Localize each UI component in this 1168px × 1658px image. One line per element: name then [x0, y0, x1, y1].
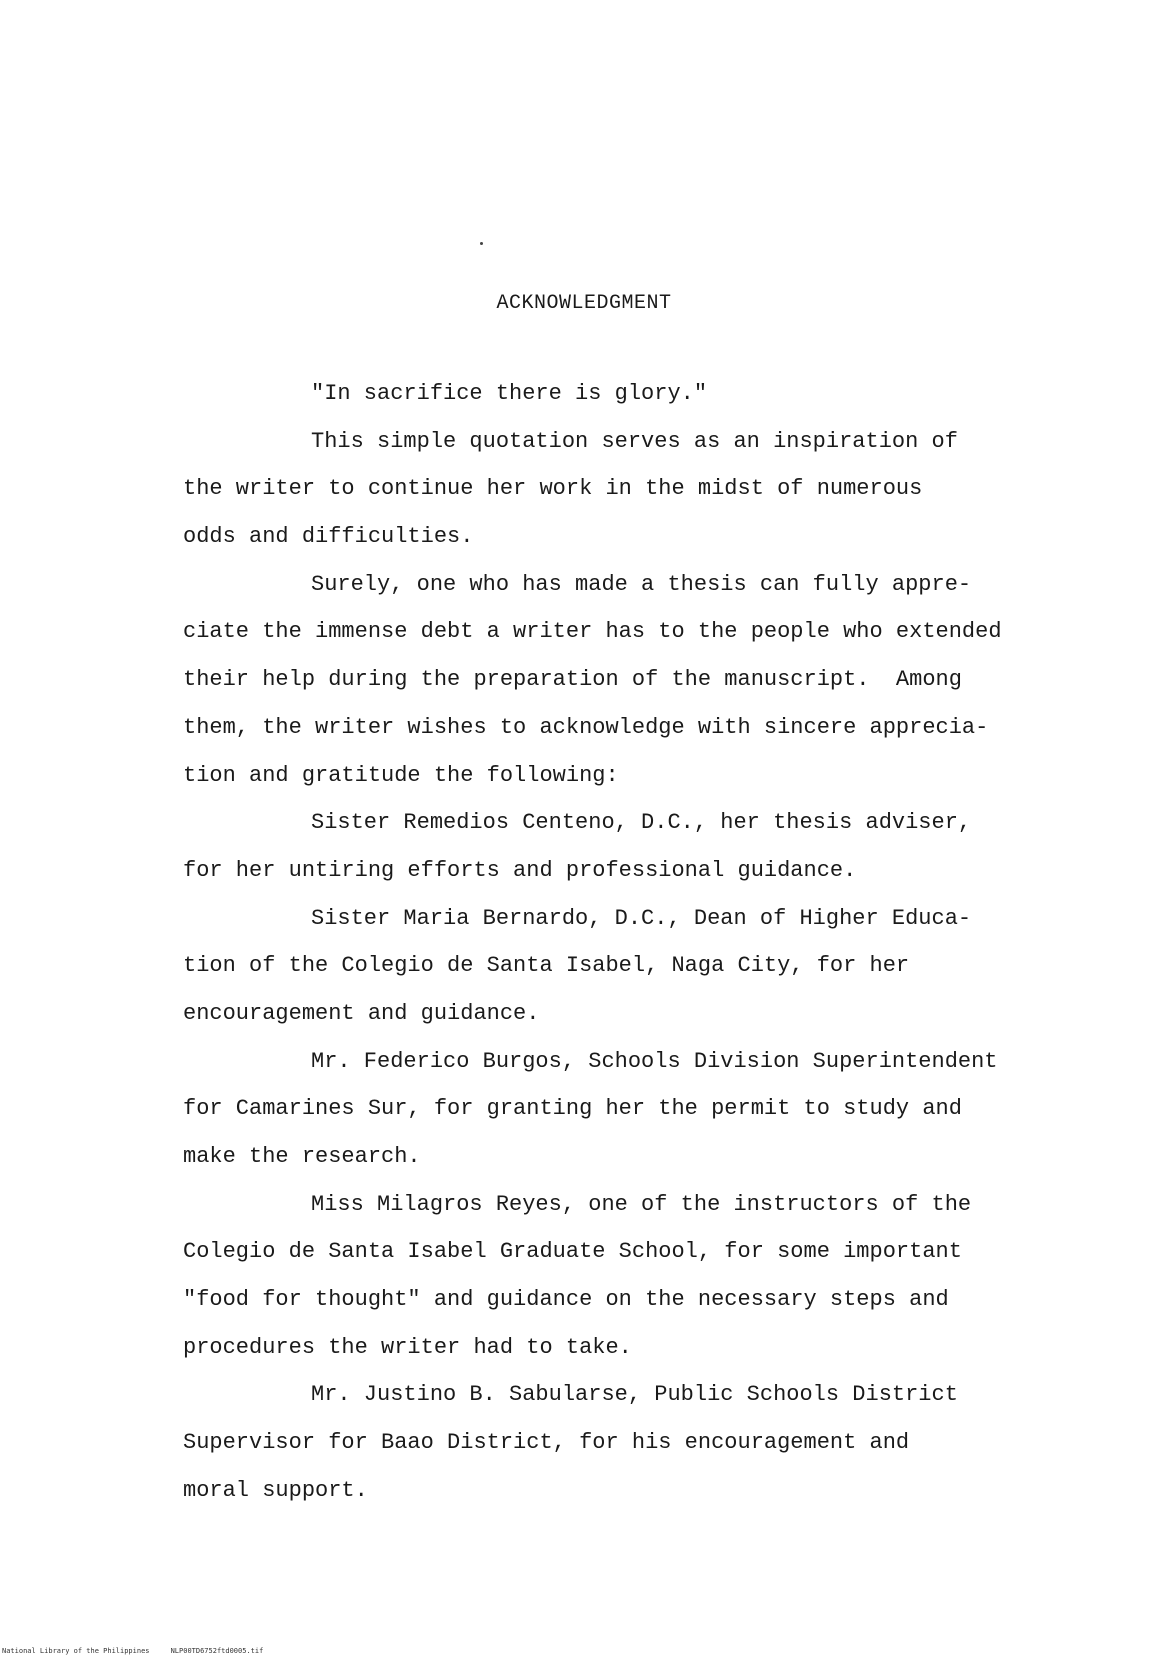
- text-line: them, the writer wishes to acknowledge with sincere apprecia-: [183, 714, 989, 740]
- text-line: Colegio de Santa Isabel Graduate School, for some important: [183, 1239, 962, 1265]
- text-line: This simple quotation serves as an inspiration of: [311, 428, 958, 454]
- text-line: Surely, one who has made a thesis can fully appre-: [311, 571, 972, 597]
- text-line: Sister Remedios Centeno, D.C., her thesis adviser,: [311, 810, 972, 836]
- text-line: their help during the preparation of the manuscript. Among: [183, 667, 962, 693]
- footer-file: NLP00TD6752ftd0005.tif: [170, 1647, 264, 1655]
- text-line: encouragement and guidance.: [183, 1000, 540, 1026]
- text-line: the writer to continue her work in the midst of numerous: [183, 476, 923, 502]
- scan-speck: [480, 242, 483, 245]
- text-line: moral support.: [183, 1477, 368, 1503]
- text-line: Mr. Federico Burgos, Schools Division Superintendent: [311, 1048, 998, 1074]
- footer-library: National Library of the Philippines: [2, 1647, 150, 1655]
- text-line: tion of the Colegio de Santa Isabel, Naga City, for her: [183, 953, 910, 979]
- scan-footer: [2, 1647, 263, 1655]
- text-line: Miss Milagros Reyes, one of the instructors of the: [311, 1191, 972, 1217]
- text-line: ciate the immense debt a writer has to the people who extended: [183, 619, 1002, 645]
- text-line: "In sacrifice there is glory.": [311, 381, 708, 406]
- text-line: Mr. Justino B. Sabularse, Public Schools District: [311, 1382, 958, 1408]
- text-line: Supervisor for Baao District, for his encouragement and: [183, 1430, 910, 1456]
- text-line: odds and difficulties.: [183, 524, 474, 550]
- text-line: for Camarines Sur, for granting her the permit to study and: [183, 1096, 962, 1122]
- text-line: tion and gratitude the following:: [183, 762, 619, 788]
- text-line: procedures the writer had to take.: [183, 1334, 632, 1360]
- text-line: Sister Maria Bernardo, D.C., Dean of Higher Educa-: [311, 905, 972, 931]
- text-line: for her untiring efforts and professional guidance.: [183, 857, 857, 883]
- document-body: [183, 370, 1063, 1515]
- page-title: ACKNOWLEDGMENT: [496, 292, 672, 315]
- text-line: "food for thought" and guidance on the necessary steps and: [183, 1287, 949, 1313]
- text-line: make the research.: [183, 1144, 421, 1169]
